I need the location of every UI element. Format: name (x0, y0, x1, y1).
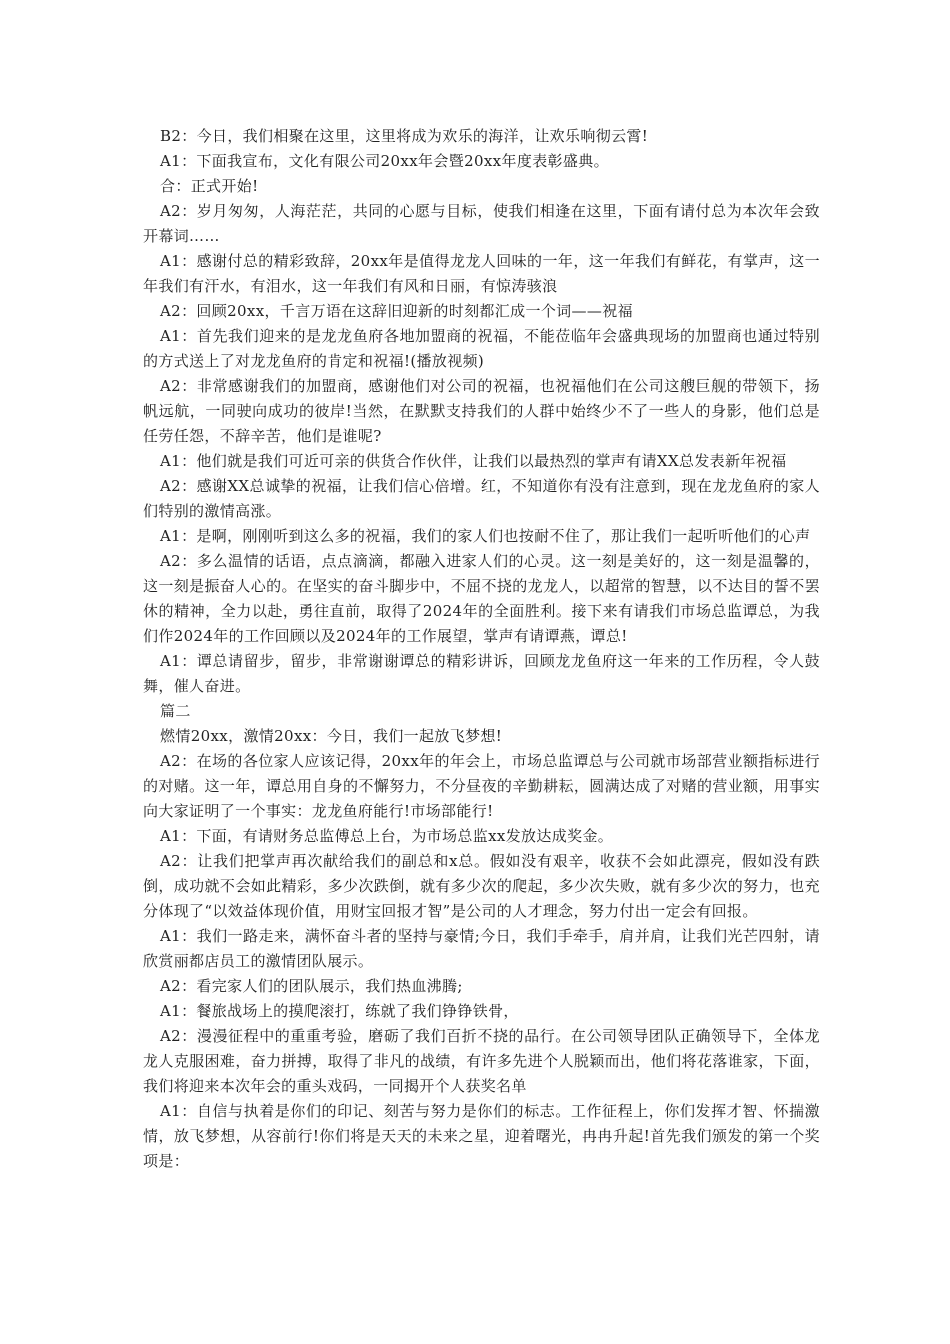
paragraph: 合：正式开始! (160, 177, 259, 195)
paragraph: A2：感谢XX总诚挚的祝福，让我们信心倍增。红，不知道你有没有注意到，现在龙龙鱼府的家人们特别的激情高涨。 (143, 477, 820, 520)
paragraph: A2：漫漫征程中的重重考验，磨砺了我们百折不挠的品行。在公司领导团队正确领导下，全体龙龙人克服困难，奋力拼搏，取得了非凡的战绩，有许多先进个人脱颖而出，他们将花落谁家，下面，我们将迎来本次年会的重头戏码，一同揭开个人获奖名单 (143, 1027, 820, 1095)
paragraph: A1：首先我们迎来的是龙龙鱼府各地加盟商的祝福，不能莅临年会盛典现场的加盟商也通过特别的方式送上了对龙龙鱼府的肯定和祝福!(播放视频) (143, 327, 820, 370)
paragraph: A2：多么温情的话语，点点滴滴，都融入进家人们的心灵。这一刻是美好的，这一刻是温馨的，这一刻是振奋人心的。在坚实的奋斗脚步中，不屈不挠的龙龙人，以超常的智慧，以不达目的誓不罢休的精神，全力以赴，勇往直前，取得了2024年的全面胜利。接下来有请我们市场总监谭总，为我们作2024年的工作回顾以及2024年的工作展望，掌声有请谭燕，谭总! (143, 552, 820, 645)
paragraph: 燃情20xx，激情20xx：今日，我们一起放飞梦想! (160, 727, 503, 745)
paragraph: B2：今日，我们相聚在这里，这里将成为欢乐的海洋，让欢乐响彻云霄! (160, 127, 649, 145)
paragraph: A2：看完家人们的团队展示，我们热血沸腾; (160, 977, 463, 995)
paragraph: A1：谭总请留步，留步，非常谢谢谭总的精彩讲诉，回顾龙龙鱼府这一年来的工作历程，令人鼓舞，催人奋进。 (143, 652, 820, 695)
paragraph: A1：自信与执着是你们的印记、刻苦与努力是你们的标志。工作征程上，你们发挥才智、怀揣激情，放飞梦想，从容前行!你们将是天天的未来之星，迎着曙光，冉冉升起!首先我们颁发的第一个奖项是： (143, 1102, 820, 1170)
paragraph: A2：在场的各位家人应该记得，20xx年的年会上，市场总监谭总与公司就市场部营业额指标进行的对赌。这一年，谭总用自身的不懈努力，不分昼夜的辛勤耕耘，圆满达成了对赌的营业额，用事实向大家证明了一个事实：龙龙鱼府能行!市场部能行! (143, 752, 820, 820)
paragraph: A1：下面我宣布，文化有限公司20xx年会暨20xx年度表彰盛典。 (160, 152, 609, 170)
paragraph: A1：是啊，刚刚听到这么多的祝福，我们的家人们也按耐不住了，那让我们一起听听他们的心声 (160, 527, 811, 545)
paragraph: A2：让我们把掌声再次献给我们的副总和x总。假如没有艰辛，收获不会如此漂亮，假如没有跌倒，成功就不会如此精彩，多少次跌倒，就有多少次的爬起，多少次失败，就有多少次的努力，也充分体现了“以效益体现价值，用财宝回报才智”是公司的人才理念，努力付出一定会有回报。 (143, 852, 820, 920)
paragraph: A1：下面，有请财务总监傅总上台，为市场总监xx发放达成奖金。 (160, 827, 614, 845)
paragraph: A2：非常感谢我们的加盟商，感谢他们对公司的祝福，也祝福他们在公司这艘巨舰的带领下，扬帆远航，一同驶向成功的彼岸!当然，在默默支持我们的人群中始终少不了一些人的身影，他们总是任劳任怨，不辞辛苦，他们是谁呢? (143, 377, 820, 445)
paragraph: A2：岁月匆匆，人海茫茫，共同的心愿与目标，使我们相逢在这里，下面有请付总为本次年会致开幕词…… (143, 202, 820, 245)
paragraph: A1：感谢付总的精彩致辞，20xx年是值得龙龙人回味的一年，这一年我们有鲜花，有掌声，这一年我们有汗水，有泪水，这一年我们有风和日丽，有惊涛骇浪 (143, 252, 820, 295)
paragraph: A1：我们一路走来，满怀奋斗者的坚持与豪情;今日，我们手牵手，肩并肩，让我们光芒四射，请欣赏丽都店员工的激情团队展示。 (143, 927, 820, 970)
section-heading: 篇二 (160, 702, 191, 720)
paragraph: A2：回顾20xx，千言万语在这辞旧迎新的时刻都汇成一个词——祝福 (160, 302, 633, 320)
paragraph: A1：餐旅战场上的摸爬滚打，练就了我们铮铮铁骨， (160, 1002, 519, 1020)
paragraph: A1：他们就是我们可近可亲的供货合作伙伴，让我们以最热烈的掌声有请XX总发表新年祝福 (160, 452, 787, 470)
